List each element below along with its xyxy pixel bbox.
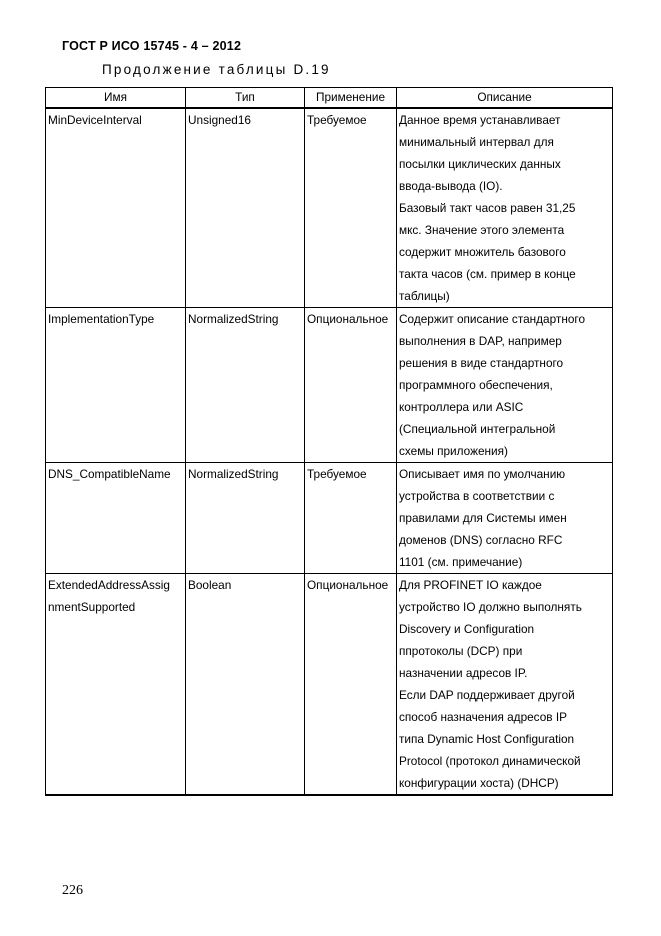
description-line: назначении адресов IP. [399,666,528,680]
cell-name [46,108,186,308]
description-line: Базовый такт часов равен 31,25 [399,201,576,215]
cell-type: Unsigned16 [186,108,305,308]
description-line: конфигурации хоста) (DHCP) [399,776,559,790]
table-row [46,463,613,574]
name-line: ExtendedAddressAssig [48,578,170,592]
cell-name [46,574,186,796]
table-row [46,574,613,796]
description-line: Для PROFINET IO каждое [399,578,542,592]
table-row [46,108,613,308]
column-header-type: Тип [186,88,305,109]
description-line: содержит множитель базового [399,245,566,259]
table-caption: Продолжение таблицы D.19 [102,62,331,77]
description-line: таблицы) [399,289,450,303]
cell-description [397,108,613,308]
description-line: способ назначения адресов IP [399,710,567,724]
name-line: nmentSupported [48,600,136,614]
cell-type: NormalizedString [186,308,305,463]
description-line: программного обеспечения, [399,378,553,392]
description-line: 1101 (см. примечание) [399,555,523,569]
spec-table [45,87,613,796]
cell-usage: Требуемое [305,463,397,574]
description-line: Protocol (протокол динамической [399,754,581,768]
description-line: устройства в соответствии с [399,489,555,503]
name-line: DNS_CompatibleName [48,467,171,481]
description-line: мкс. Значение этого элемента [399,223,565,237]
description-line: ввода-вывода (IO). [399,179,503,193]
description-line: типа Dynamic Host Configuration [399,732,575,746]
column-header-name: Имя [46,88,186,109]
name-line: ImplementationType [48,312,155,326]
cell-type: NormalizedString [186,463,305,574]
description-line: посылки циклических данных [399,157,561,171]
description-line: правилами для Системы имен [399,511,567,525]
description-line: выполнения в DAP, например [399,334,562,348]
description-line: схемы приложения) [399,444,508,458]
description-line: (Специальной интегральной [399,422,556,436]
description-line: контроллера или ASIC [399,400,524,414]
cell-description [397,463,613,574]
cell-description [397,308,613,463]
table-row [46,308,613,463]
description-line: ппротоколы (DCP) при [399,644,523,658]
cell-description [397,574,613,796]
table-body [46,108,613,795]
description-line: такта часов (см. пример в конце [399,267,576,281]
column-header-description: Описание [397,88,613,109]
cell-name [46,308,186,463]
description-line: Описывает имя по умолчанию [399,467,566,481]
table-header-row [46,88,613,109]
description-line: Если DAP поддерживает другой [399,688,575,702]
description-line: устройство IO должно выполнять [399,600,582,614]
cell-usage: Требуемое [305,108,397,308]
description-line: Данное время устанавливает [399,113,561,127]
description-line: доменов (DNS) согласно RFC [399,533,563,547]
description-line: решения в виде стандартного [399,356,564,370]
name-line: MinDeviceInterval [48,113,142,127]
description-line: минимальный интервал для [399,135,554,149]
page-number: 226 [62,883,83,898]
column-header-usage: Применение [305,88,397,109]
cell-type: Boolean [186,574,305,796]
description-line: Discovery и Configuration [399,622,535,636]
cell-usage: Опциональное [305,574,397,796]
cell-usage: Опциональное [305,308,397,463]
description-line: Содержит описание стандартного [399,312,586,326]
document-standard-header: ГОСТ Р ИСО 15745 - 4 – 2012 [62,39,242,53]
cell-name [46,463,186,574]
